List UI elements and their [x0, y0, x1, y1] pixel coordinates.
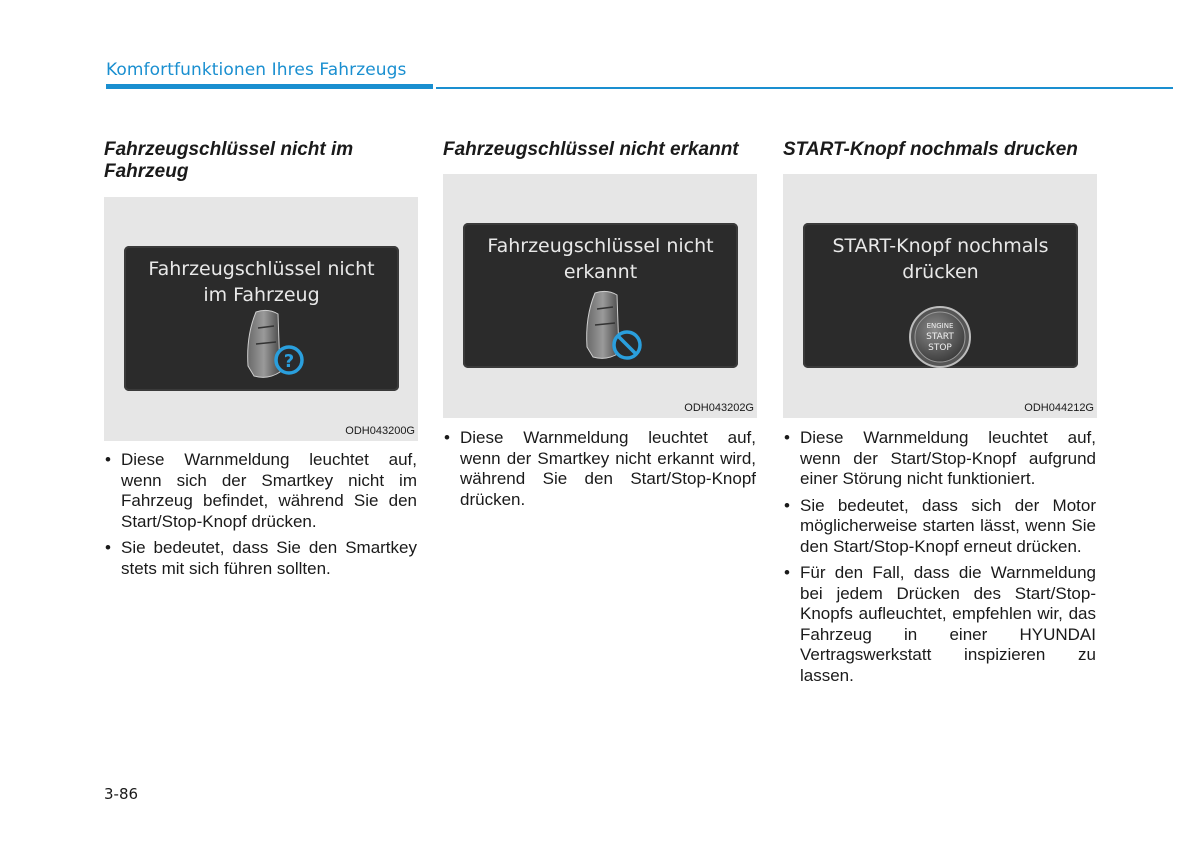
cluster-display	[803, 223, 1078, 368]
column-heading: Fahrzeugschlüssel nicht erkannt	[443, 139, 739, 160]
figure-code: ODH043202G	[684, 402, 754, 414]
button-label-stop: STOP	[928, 343, 952, 353]
column-press-start-again	[783, 139, 1097, 685]
smartkey-question-icon	[234, 306, 314, 386]
figure-code: ODH044212G	[1024, 402, 1094, 414]
figure	[783, 174, 1097, 418]
page-number: 3-86	[104, 785, 139, 803]
cluster-display	[124, 246, 399, 391]
svg-text:?: ?	[283, 351, 295, 372]
figure-code: ODH043200G	[345, 425, 415, 437]
list-item: • Diese Warnmeldung leuchtet auf, wenn sich der Smartkey nicht im Fahrzeug befindet, während Sie den Start/Stop-Knopf drücken.	[104, 450, 417, 532]
list-item: • Sie bedeutet, dass Sie den Smartkey stets mit sich führen sollten.	[104, 538, 417, 579]
bullet-list	[104, 450, 417, 585]
header-rule-thick	[106, 84, 433, 89]
column-key-not-detected	[443, 139, 757, 509]
list-item: • Für den Fall, dass die Warnmeldung bei jedem Drücken des Start/Stop-Knopfs aufleuchtet, empfehlen wir, das Fahrzeug in einer HYUNDAI Vertragswerkstatt inspizieren zu lassen.	[783, 563, 1096, 686]
button-label-start: START	[926, 332, 954, 342]
display-message: START-Knopf nochmals drücken	[832, 235, 1049, 283]
list-item: • Sie bedeutet, dass sich der Motor möglicherweise starten lässt, wenn Sie den Start/Stop-Knopf erneut drücken.	[783, 496, 1096, 558]
column-heading: Fahrzeugschlüssel nicht im Fahrzeug	[104, 139, 354, 182]
figure	[443, 174, 757, 418]
figure	[104, 197, 418, 441]
smartkey-prohibited-icon	[573, 287, 653, 367]
engine-start-stop-button-icon	[908, 305, 972, 369]
column-heading: START-Knopf nochmals drucken	[783, 139, 1078, 160]
list-item: • Diese Warnmeldung leuchtet auf, wenn der Start/Stop-Knopf aufgrund einer Störung nicht funktioniert.	[783, 428, 1096, 490]
bullet-list	[443, 428, 756, 516]
display-message: Fahrzeugschlüssel nicht im Fahrzeug	[148, 258, 375, 306]
section-title: Komfortfunktionen Ihres Fahrzeugs	[106, 60, 407, 80]
button-label-engine: ENGINE	[926, 322, 954, 330]
header-rule-thin	[436, 87, 1173, 89]
list-item: • Diese Warnmeldung leuchtet auf, wenn der Smartkey nicht erkannt wird, während Sie den Start/Stop-Knopf drücken.	[443, 428, 756, 510]
column-key-not-in-vehicle	[104, 139, 418, 578]
bullet-list	[783, 428, 1096, 692]
cluster-display	[463, 223, 738, 368]
display-message: Fahrzeugschlüssel nicht erkannt	[487, 235, 714, 283]
